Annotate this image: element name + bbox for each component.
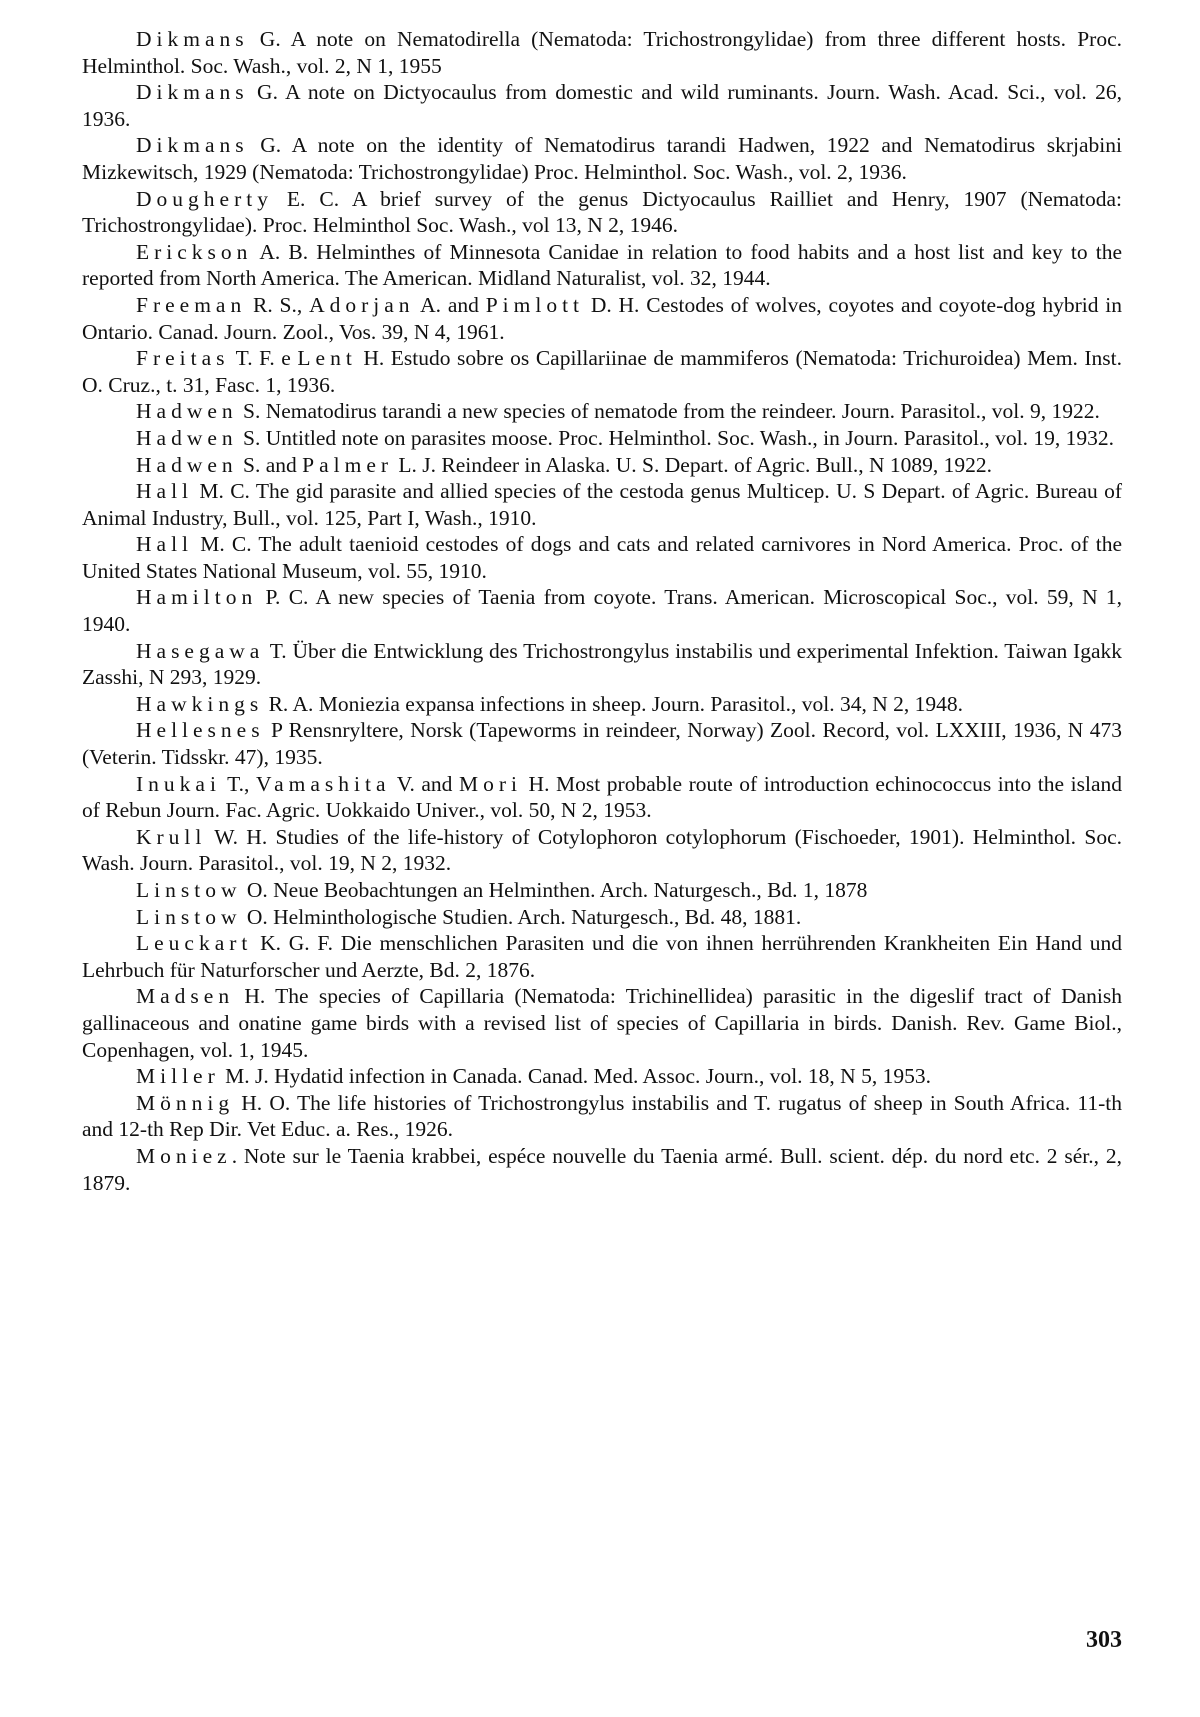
reference-text: T.,	[220, 771, 256, 796]
author-name: Mori	[459, 771, 522, 796]
reference-entry	[82, 345, 1122, 398]
reference-list	[82, 26, 1122, 1196]
reference-entry	[82, 292, 1122, 345]
reference-text: H. The species of Capillaria (Nematoda: Trichinellidea) parasitic in the digeslif tract of Danish gallinaceous and onatine game birds with a revised list of species of Capillaria in birds. Danish. Rev. Game Biol., Copenhagen, vol. 1, 1945.	[82, 984, 1122, 1062]
reference-text: A. and	[414, 292, 486, 317]
reference-text: M. J. Hydatid infection in Canada. Canad. Med. Assoc. Journ., vol. 18, N 5, 1953.	[219, 1064, 931, 1089]
author-name: Hadwen	[136, 425, 238, 450]
author-name: Hadwen	[136, 452, 238, 477]
author-name: Linstow	[136, 878, 242, 902]
reference-entry	[82, 531, 1122, 584]
author-name: Dikmans	[136, 27, 249, 51]
reference-entry	[82, 132, 1122, 185]
reference-entry	[82, 398, 1122, 425]
reference-text: H. Most probable route of introduction echinococcus into the island of Rebun Journ. Fac. Agric. Uokkaido Univer., vol. 50, N 2, 1953.	[82, 771, 1122, 823]
reference-entry	[82, 452, 1122, 479]
author-name: Miller	[136, 1064, 220, 1089]
author-name: Dikmans	[136, 133, 249, 158]
reference-entry	[82, 26, 1122, 79]
author-name: Hellesnes	[136, 718, 265, 743]
reference-text: E. C. A brief survey of the genus Dictyocaulus Railliet and Henry, 1907 (Nematoda: Trichostrongylidae). Proc. Helminthol Soc. Wash., vol 13, N 2, 1946.	[82, 186, 1122, 238]
reference-text: R. S.,	[246, 292, 310, 317]
author-name: Hasegawa	[136, 638, 265, 663]
reference-entry	[82, 239, 1122, 292]
reference-text: P. C. A new species of Taenia from coyote. Trans. American. Microscopical Soc., vol. 59, N 1, 1940.	[82, 585, 1122, 637]
reference-text: T. Über die Entwicklung des Trichostrongylus instabilis und experimental Infektion. Taiwan Igakk Zasshi, N 293, 1929.	[82, 638, 1122, 690]
reference-text: S. Untitled note on parasites moose. Proc. Helminthol. Soc. Wash., in Journ. Parasitol., vol. 19, 1932.	[237, 425, 1114, 450]
reference-text: O. Neue Beobachtungen an Helminthen. Arch. Naturgesch., Bd. 1, 1878	[241, 878, 868, 902]
author-name: Lent	[297, 346, 357, 371]
author-name: Hadwen	[136, 399, 238, 424]
reference-entry	[82, 1090, 1122, 1143]
reference-entry	[82, 904, 1122, 931]
reference-entry	[82, 186, 1122, 239]
reference-entry	[82, 584, 1122, 637]
reference-text: D. H. Cestodes of wolves, coyotes and coyote-dog hybrid in Ontario. Canad. Journ. Zool., Vos. 39, N 4, 1961.	[82, 292, 1122, 344]
author-name: Linstow	[136, 904, 242, 929]
reference-entry	[82, 425, 1122, 452]
reference-text: H. O. The life histories of Trichostrongylus instabilis and T. rugatus of sheep in South Africa. 11-th and 12-th Rep Dir. Vet Educ. a. Res., 1926.	[82, 1090, 1122, 1142]
author-name: Hall	[136, 532, 194, 557]
reference-entry	[82, 824, 1122, 877]
reference-entry	[82, 1063, 1122, 1090]
reference-text: S. and	[237, 452, 303, 477]
author-name: Freitas	[136, 346, 230, 371]
author-name: Erickson	[136, 239, 253, 264]
reference-text: H. Estudo sobre os Capillariinae de mammiferos (Nematoda: Trichuroidea) Mem. Inst. O. Cruz., t. 31, Fasc. 1, 1936.	[82, 346, 1122, 397]
reference-text: G. A note on Nematodirella (Nematoda: Trichostrongylidae) from three different hosts. Proc. Helminthol. Soc. Wash., vol. 2, N 1, 1955	[82, 27, 1122, 78]
reference-text: S. Nematodirus tarandi a new species of nematode from the reindeer. Journ. Parasitol., vol. 9, 1922.	[237, 399, 1100, 424]
author-name: Hawkings	[136, 691, 264, 716]
author-name: Freeman	[136, 292, 247, 317]
reference-text: R. A. Moniezia expansa infections in sheep. Journ. Parasitol., vol. 34, N 2, 1948.	[263, 691, 964, 716]
author-name: Pimlott	[485, 292, 585, 317]
author-name: Krull	[136, 824, 207, 849]
reference-text: K. G. F. Die menschlichen Parasiten und die von ihnen herrührenden Krankheiten Ein Hand und Lehrbuch für Naturforscher und Aerzte, Bd. 2, 1876.	[82, 931, 1122, 982]
reference-entry	[82, 79, 1122, 132]
reference-entry	[82, 930, 1122, 983]
reference-text: M. C. The adult taenioid cestodes of dogs and cats and related carnivores in Nord America. Proc. of the United States National Museum, vol. 55, 1910.	[82, 532, 1122, 583]
reference-text: G. A note on the identity of Nematodirus tarandi Hadwen, 1922 and Nematodirus skrjabini Mizkewitsch, 1929 (Nematoda: Trichostrongylidae) Proc. Helminthol. Soc. Wash., vol. 2, 1936.	[82, 133, 1122, 184]
reference-entry	[82, 478, 1122, 531]
reference-entry	[82, 771, 1122, 824]
author-name: Leuckart	[136, 931, 253, 956]
author-name: Inukai	[136, 771, 221, 796]
reference-entry	[82, 983, 1122, 1063]
author-name: Moniez	[136, 1143, 232, 1168]
author-name: Hall	[136, 479, 194, 504]
author-name: Hamilton	[136, 585, 258, 610]
reference-text: M. C. The gid parasite and allied species of the cestoda genus Multicep. U. S Depart. of Agric. Bureau of Animal Industry, Bull., vol. 125, Part I, Wash., 1910.	[82, 479, 1122, 530]
author-name: Dikmans	[136, 80, 249, 105]
author-name: Vamashita	[255, 771, 391, 796]
reference-entry	[82, 717, 1122, 770]
reference-text: A. B. Helminthes of Minnesota Canidae in relation to food habits and a host list and key to the reported from North America. The American. Midland Naturalist, vol. 32, 1944.	[82, 239, 1122, 291]
reference-entry	[82, 638, 1122, 691]
reference-text: P Rensnryltere, Norsk (Tapeworms in reindeer, Norway) Zool. Record, vol. LXXIII, 1936, N 473 (Veterin. Tidsskr. 47), 1935.	[82, 718, 1122, 770]
reference-text: L. J. Reindeer in Alaska. U. S. Depart. of Agric. Bull., N 1089, 1922.	[393, 452, 992, 477]
reference-text: . Note sur le Taenia krabbei, espéce nouvelle du Taenia armé. Bull. scient. dép. du nord etc. 2 sér., 2, 1879.	[82, 1143, 1122, 1195]
reference-entry	[82, 877, 1122, 904]
reference-text: G. A note on Dictyocaulus from domestic and wild ruminants. Journ. Wash. Acad. Sci., vol. 26, 1936.	[82, 80, 1122, 131]
reference-text: W. H. Studies of the life-history of Cotylophoron cotylophorum (Fischoeder, 1901). Helminthol. Soc. Wash. Journ. Parasitol., vol. 19, N 2, 1932.	[82, 824, 1122, 876]
reference-text: T. F. e	[229, 346, 298, 371]
author-name: Palmer	[302, 452, 394, 477]
reference-entry	[82, 1143, 1122, 1196]
reference-text: O. Helminthologische Studien. Arch. Naturgesch., Bd. 48, 1881.	[241, 904, 802, 929]
author-name: Madsen	[136, 984, 235, 1009]
author-name: Dougherty	[136, 186, 273, 211]
page-number: 303	[1086, 1627, 1122, 1653]
bibliography-page	[82, 26, 1122, 1196]
reference-entry	[82, 691, 1122, 718]
reference-text: V. and	[390, 771, 459, 796]
author-name: Adorjan	[309, 292, 415, 317]
author-name: Mönnig	[136, 1090, 235, 1115]
